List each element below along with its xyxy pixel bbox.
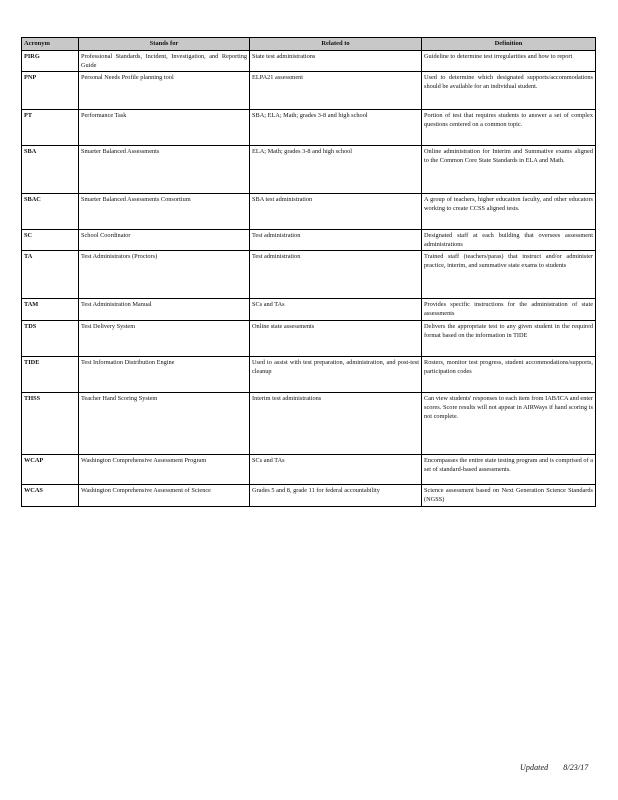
acronym-cell: SBAC xyxy=(22,194,79,230)
stands-for-cell: Teacher Hand Scoring System xyxy=(79,393,250,455)
table-header-row xyxy=(22,38,596,51)
related-to-cell: Test administration xyxy=(250,251,422,299)
related-to-cell: State test administrations xyxy=(250,51,422,72)
stands-for-cell: Test Administration Manual xyxy=(79,299,250,321)
table-row xyxy=(22,357,596,393)
acronym-table xyxy=(21,37,596,507)
definition-cell: Used to determine which designated supports/accommodations should be available for an individual student. xyxy=(422,72,596,110)
table-row xyxy=(22,393,596,455)
table-row xyxy=(22,230,596,251)
table-row xyxy=(22,455,596,485)
related-to-cell: SBA test administration xyxy=(250,194,422,230)
acronym-cell: TA xyxy=(22,251,79,299)
related-to-cell: Test administration xyxy=(250,230,422,251)
related-to-cell: Used to assist with test preparation, administration, and post-test cleanup xyxy=(250,357,422,393)
acronym-cell: WCAP xyxy=(22,455,79,485)
related-to-cell: Grades 5 and 8, grade 11 for federal accountability xyxy=(250,485,422,507)
updated-date: 8/23/17 xyxy=(563,763,589,772)
table-row xyxy=(22,485,596,507)
stands-for-cell: Test Information Distribution Engine xyxy=(79,357,250,393)
related-to-cell: Online state assessments xyxy=(250,321,422,357)
acronym-cell: PNP xyxy=(22,72,79,110)
stands-for-cell: Personal Needs Profile planning tool xyxy=(79,72,250,110)
definition-cell: A group of teachers, higher education faculty, and other educators working to create CCSS aligned tests. xyxy=(422,194,596,230)
definition-cell: Encompasses the entire state testing program and is comprised of a set of standard-based assessments. xyxy=(422,455,596,485)
header-definition: Definition xyxy=(422,38,596,51)
definition-cell: Portion of test that requires students to answer a set of complex questions centered on a common topic. xyxy=(422,110,596,146)
stands-for-cell: Washington Comprehensive Assessment Program xyxy=(79,455,250,485)
definition-cell: Delivers the appropriate test to any given student in the required format based on the information in TIDE xyxy=(422,321,596,357)
definition-cell: Designated staff at each building that oversees assessment administrations xyxy=(422,230,596,251)
updated-label: Updated xyxy=(520,763,549,772)
table-row xyxy=(22,72,596,110)
definition-cell: Guideline to determine test irregularities and how to report xyxy=(422,51,596,72)
definition-cell: Provides specific instructions for the administration of state assessments xyxy=(422,299,596,321)
acronym-cell: SC xyxy=(22,230,79,251)
acronym-cell: TIDE xyxy=(22,357,79,393)
acronym-cell: SBA xyxy=(22,146,79,194)
updated-footer xyxy=(520,763,588,772)
related-to-cell: ELPA21 assessment xyxy=(250,72,422,110)
table-row xyxy=(22,251,596,299)
related-to-cell: SCs and TAs xyxy=(250,455,422,485)
definition-cell: Science assessment based on Next Generation Science Standards (NGSS) xyxy=(422,485,596,507)
related-to-cell: ELA; Math; grades 3-8 and high school xyxy=(250,146,422,194)
stands-for-cell: Test Administrators (Proctors) xyxy=(79,251,250,299)
header-stands-for: Stands for xyxy=(79,38,250,51)
acronym-cell: PT xyxy=(22,110,79,146)
definition-cell: Online administration for Interim and Summative exams aligned to the Common Core State Standards in ELA and Math. xyxy=(422,146,596,194)
header-acronym: Acronym xyxy=(22,38,79,51)
stands-for-cell: Performance Task xyxy=(79,110,250,146)
related-to-cell: Interim test administrations xyxy=(250,393,422,455)
acronym-cell: THSS xyxy=(22,393,79,455)
definition-cell: Can view students' responses to each item from IAB/ICA and enter scores. Score results will not appear in AIRWays if hand scoring is not complete. xyxy=(422,393,596,455)
stands-for-cell: Test Delivery System xyxy=(79,321,250,357)
related-to-cell: SBA; ELA; Math; grades 3-8 and high school xyxy=(250,110,422,146)
table-row xyxy=(22,299,596,321)
acronym-cell: TDS xyxy=(22,321,79,357)
stands-for-cell: Smarter Balanced Assessments Consortium xyxy=(79,194,250,230)
stands-for-cell: School Coordinator xyxy=(79,230,250,251)
definition-cell: Trained staff (teachers/paras) that instruct and/or administer practice, interim, and summative state exams to students xyxy=(422,251,596,299)
acronym-cell: PIRG xyxy=(22,51,79,72)
stands-for-cell: Washington Comprehensive Assessment of Science xyxy=(79,485,250,507)
table-row xyxy=(22,146,596,194)
acronym-cell: TAM xyxy=(22,299,79,321)
header-related-to: Related to xyxy=(250,38,422,51)
table-row xyxy=(22,321,596,357)
acronym-cell: WCAS xyxy=(22,485,79,507)
stands-for-cell: Professional Standards, Incident, Investigation, and Reporting Guide xyxy=(79,51,250,72)
table-row xyxy=(22,51,596,72)
table-row xyxy=(22,110,596,146)
related-to-cell: SCs and TAs xyxy=(250,299,422,321)
table-row xyxy=(22,194,596,230)
stands-for-cell: Smarter Balanced Assessments xyxy=(79,146,250,194)
definition-cell: Rosters, monitor test progress, student accommodations/supports, participation codes xyxy=(422,357,596,393)
